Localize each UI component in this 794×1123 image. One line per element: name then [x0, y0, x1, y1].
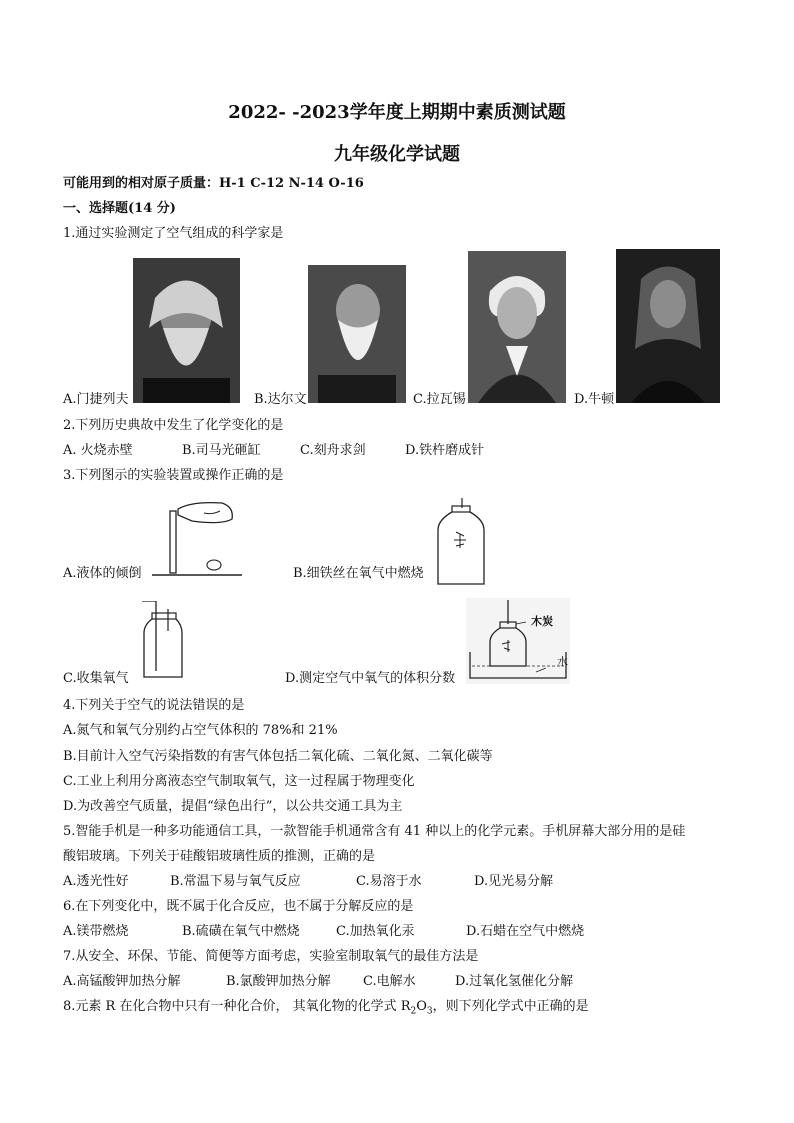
q6-stem: 6.在下列变化中，既不属于化合反应，也不属于分解反应的是 — [63, 899, 414, 914]
q2-stem: 2.下列历史典故中发生了化学变化的是 — [63, 418, 284, 433]
exam-title: 2022- -2023学年度上期期中素质测试题 — [228, 102, 566, 123]
portrait-lavoisier — [468, 251, 566, 403]
q1-option-a[interactable]: A.门捷列夫 — [63, 392, 129, 407]
q1-option-d[interactable]: D.牛顿 — [574, 392, 615, 407]
q5-stem-line1: 5.智能手机是一种多功能通信工具，一款智能手机通常含有 41 种以上的化学元素。手机屏幕大部分用的是硅 — [63, 824, 686, 839]
q5-option-c[interactable]: C.易溶于水 — [356, 874, 422, 889]
q2-option-a[interactable]: A. 火烧赤壁 — [63, 443, 133, 458]
q4-option-d[interactable]: D.为改善空气质量，提倡“绿色出行”，以公共交通工具为主 — [63, 799, 403, 814]
diagram-iron-wire-burning — [432, 498, 490, 588]
q5-option-a[interactable]: A.透光性好 — [63, 874, 129, 889]
q8-stem-end: ，则下列化学式中正确的是 — [432, 999, 589, 1014]
q7-option-c[interactable]: C.电解水 — [363, 974, 416, 989]
section-heading: 一、选择题(14 分) — [63, 201, 176, 216]
q1-option-c[interactable]: C.拉瓦锡 — [413, 392, 466, 407]
diagram-collect-oxygen — [138, 601, 188, 681]
portrait-darwin — [308, 265, 406, 403]
q5-option-d[interactable]: D.见光易分解 — [474, 874, 554, 889]
q7-option-a[interactable]: A.高锰酸钾加热分解 — [63, 974, 181, 989]
q6-option-d[interactable]: D.石蜡在空气中燃烧 — [466, 924, 585, 939]
q7-option-b[interactable]: B.氯酸钾加热分解 — [226, 974, 331, 989]
q4-option-a[interactable]: A.氮气和氧气分别约占空气体积的 78%和 21% — [63, 723, 338, 738]
q8-sub-o: 3 — [426, 1006, 433, 1017]
diagram-oxygen-volume — [466, 598, 570, 684]
exam-subtitle: 九年级化学试题 — [334, 144, 460, 165]
q2-option-c[interactable]: C.刻舟求剑 — [300, 443, 366, 458]
q5-stem-line2: 酸铝玻璃。下列关于硅酸铝玻璃性质的推测，正确的是 — [63, 849, 376, 864]
q3-option-b[interactable]: B.细铁丝在氧气中燃烧 — [293, 566, 424, 581]
portrait-newton — [616, 249, 720, 403]
atomic-mass-line: 可能用到的相对原子质量：H-1 C-12 N-14 O-16 — [63, 176, 364, 191]
q1-stem: 1.通过实验测定了空气组成的科学家是 — [63, 226, 284, 241]
q8-stem — [63, 999, 589, 1020]
q6-option-c[interactable]: C.加热氧化汞 — [336, 924, 415, 939]
q4-stem: 4.下列关于空气的说法错误的是 — [63, 698, 245, 713]
q3-stem: 3.下列图示的实验装置或操作正确的是 — [63, 468, 284, 483]
q8-stem-start: 8.元素 R 在化合物中只有一种化合价， 其氧化物的化学式 R — [63, 999, 411, 1014]
q5-option-b[interactable]: B.常温下易与氧气反应 — [170, 874, 301, 889]
q4-option-b[interactable]: B.目前计入空气污染指数的有害气体包括二氧化硫、二氧化氮、二氧化碳等 — [63, 749, 493, 764]
q6-option-a[interactable]: A.镁带燃烧 — [63, 924, 129, 939]
q8-oxygen: O — [416, 999, 427, 1014]
q3-option-a[interactable]: A.液体的倾倒 — [63, 566, 142, 581]
label-water: 水 — [557, 655, 568, 668]
q7-option-d[interactable]: D.过氧化氢催化分解 — [455, 974, 574, 989]
q1-option-b[interactable]: B.达尔文 — [254, 392, 307, 407]
q3-option-c[interactable]: C.收集氧气 — [63, 671, 129, 686]
diagram-liquid-pouring — [152, 497, 244, 581]
q2-option-d[interactable]: D.铁杵磨成针 — [405, 443, 485, 458]
q2-option-b[interactable]: B.司马光砸缸 — [182, 443, 261, 458]
portrait-mendeleev — [133, 258, 240, 403]
q7-stem: 7.从安全、环保、节能、简便等方面考虑，实验室制取氧气的最佳方法是 — [63, 949, 479, 964]
q3-option-d[interactable]: D.测定空气中氧气的体积分数 — [285, 671, 456, 686]
q8-sub-r: 2 — [410, 1006, 417, 1017]
q6-option-b[interactable]: B.硫磺在氧气中燃烧 — [182, 924, 300, 939]
label-charcoal: 木炭 — [531, 615, 553, 628]
q4-option-c[interactable]: C.工业上利用分离液态空气制取氧气，这一过程属于物理变化 — [63, 774, 415, 789]
